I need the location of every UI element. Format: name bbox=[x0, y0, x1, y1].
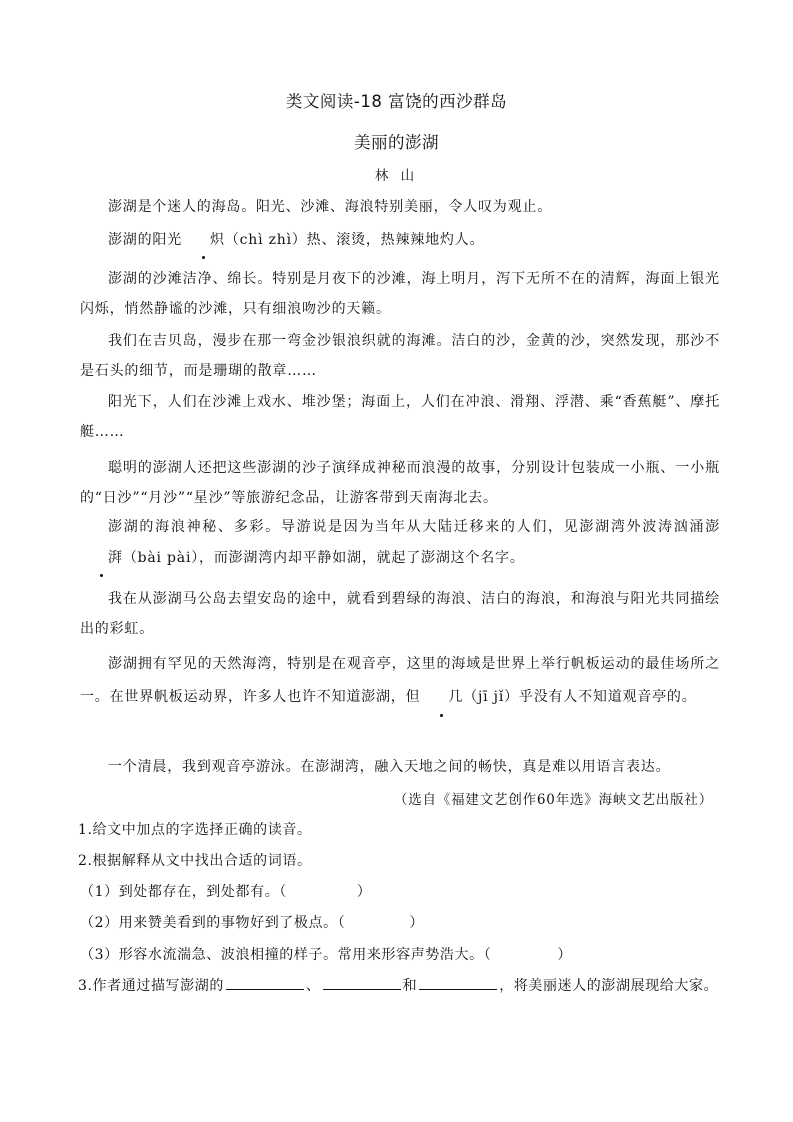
paragraph-7-text-a: 澎湖的海浪神秘、多彩。导游说是因为当年从大陆迁移来的人们，见澎湖湾外波涛汹涌澎 bbox=[108, 519, 720, 535]
question-2-item-1 bbox=[80, 877, 372, 908]
question-3-prompt: 3.作者通过描写澎湖的 bbox=[78, 978, 224, 994]
paragraph-2 bbox=[80, 225, 720, 256]
answer-blank-3-1[interactable] bbox=[226, 975, 304, 990]
paragraph-3: 澎湖的沙滩洁净、绵长。特别是月夜下的沙滩，海上明月，泻下无所不在的清辉，海面上银光闪烁，悄然静谧的沙滩，只有细浪吻沙的天籁。 bbox=[80, 271, 720, 317]
dotted-char-pai[interactable]: 湃 bbox=[80, 543, 123, 574]
question-2-item-1-close: ） bbox=[356, 884, 372, 900]
article-author: 林 山 bbox=[374, 168, 419, 184]
question-3-separator-1: 、 bbox=[305, 978, 321, 994]
answer-blank-3-3[interactable] bbox=[419, 975, 497, 990]
paragraph-8: 我在从澎湖马公岛去望安岛的途中，就看到碧绿的海浪、洁白的海浪，和海浪与阳光共同描绘出的彩虹。 bbox=[80, 591, 720, 637]
question-3-ending: ，将美丽迷人的澎湖展现给大家。 bbox=[499, 978, 719, 994]
dotted-char-ji[interactable]: 几 bbox=[420, 681, 463, 714]
question-2-item-3 bbox=[80, 940, 572, 971]
paragraph-7-text-b: （bài pài），而澎湖湾内却平静如湖，就起了澎湖这个名字。 bbox=[122, 550, 525, 566]
dotted-char-chi[interactable]: 炽 bbox=[182, 225, 225, 256]
article-title: 美丽的澎湖 bbox=[354, 133, 439, 152]
question-1: 1.给文中加点的字选择正确的读音。 bbox=[78, 822, 312, 838]
paragraph-1: 澎湖是个迷人的海岛。阳光、沙滩、海浪特别美丽，令人叹为观止。 bbox=[108, 199, 552, 215]
paragraph-5: 阳光下，人们在沙滩上戏水、堆沙堡；海面上，人们在冲浪、滑翔、浮潜、乘“香蕉艇”、摩托艇…… bbox=[80, 394, 720, 440]
paragraph-9-text-b: （jī jǐ）乎没有人不知道观音亭的。 bbox=[463, 689, 697, 705]
paragraph-4: 我们在吉贝岛，漫步在那一弯金沙银浪织就的海滩。洁白的沙，金黄的沙，突然发现，那沙不是石头的细节，而是珊瑚的散章…… bbox=[80, 333, 720, 379]
question-2-item-2 bbox=[80, 908, 424, 939]
question-2-item-2-close: ） bbox=[409, 915, 424, 931]
paragraph-2-text-a: 澎湖的阳光 bbox=[108, 232, 182, 248]
paragraph-6: 聪明的澎湖人还把这些澎湖的沙子演绎成神秘而浪漫的故事，分别设计包装成一小瓶、一小瓶的“日沙”“月沙”“星沙”等旅游纪念品，让游客带到天南海北去。 bbox=[80, 460, 720, 506]
question-2-item-1-prompt: （1）到处都存在，到处都有。（ bbox=[80, 884, 287, 900]
question-2-item-3-close: ） bbox=[557, 947, 572, 963]
worksheet-title: 类文阅读-18 富饶的西沙群岛 bbox=[285, 92, 508, 111]
article-source: （选自《福建文艺创作60年选》海峡文艺出版社） bbox=[393, 792, 713, 808]
paragraph-10: 一个清晨，我到观音亭游泳。在澎湖湾，融入天地之间的畅快，真是难以用语言表达。 bbox=[108, 759, 671, 775]
question-2: 2.根据解释从文中找出合适的词语。 bbox=[78, 853, 312, 869]
question-2-item-2-prompt: （2）用来赞美看到的事物好到了极点。（ bbox=[80, 915, 346, 931]
paragraph-7 bbox=[80, 512, 720, 574]
answer-blank-3-2[interactable] bbox=[323, 975, 401, 990]
question-3 bbox=[78, 971, 720, 1002]
paragraph-9-text-a: 澎湖拥有罕见的天然海湾，特别是在观音亭，这里的海域是世界上举行帆板运动的最佳场所之一。在世界帆板运动界，许多人也许不知道澎湖，但 bbox=[80, 656, 720, 705]
paragraph-2-text-b: （chì zhì）热、滚烫，热辣辣地灼人。 bbox=[224, 232, 485, 248]
question-2-item-3-prompt: （3）形容水流湍急、波浪相撞的样子。常用来形容声势浩大。（ bbox=[80, 947, 492, 963]
question-3-separator-2: 和 bbox=[402, 978, 418, 994]
paragraph-9 bbox=[80, 648, 720, 714]
